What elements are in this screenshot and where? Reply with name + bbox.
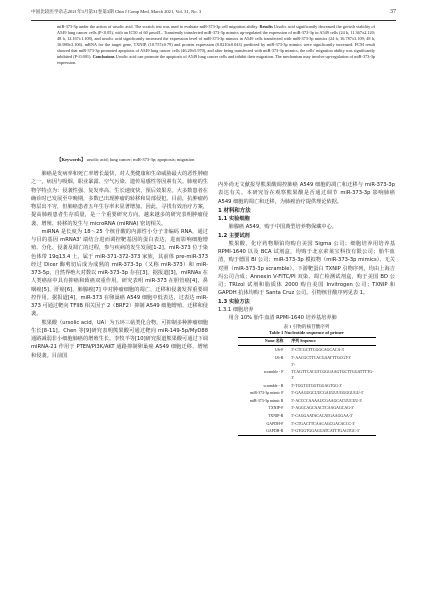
table-caption-en: Table 1 Nucleotide sequence of primer: [269, 330, 344, 336]
header-rule: [31, 20, 396, 21]
results-label: Results: [259, 24, 273, 29]
table-row: [238, 405, 376, 413]
subsection-cells: 1.1 实验细胞: [218, 216, 250, 222]
primer-sequence: 5'-GTGGTGGAGGATCATTTGAGTGC-3': [291, 429, 360, 434]
table-row: [238, 420, 376, 428]
primer-sequence: 5'-GAAGUGCUUCGAUUUUGGGGUGU-3': [291, 391, 364, 396]
table-row: [238, 397, 376, 405]
abstract-methods-tail: miR-373-3p under the action of ursolic acid. The scratch test was used to evaluate miR-373-3p cell migration ability.: [57, 24, 259, 29]
primer-name: GAPDH-F: [266, 421, 284, 426]
subsection-methods: 1.3 实验方法: [218, 298, 250, 305]
conclusions-text: Ursolic acid can promote the apoptosis of A549 lung cancer cells and inhibit their migration. The mechanism may involve up-regulation of miR-373-3p expression.: [57, 54, 376, 66]
table-row: [238, 390, 376, 398]
keywords-text: ursolic acid; lung cancer; miR-373-3p; apoptosis; migration: [86, 157, 195, 162]
primer-name: scramble - F: [263, 369, 284, 374]
primer-table: [238, 337, 376, 436]
primer-sequence: 5'-TGGTGTGGTGGAGTGG-3': [291, 383, 343, 388]
intro-paragraph-3: 熊果酸（ursolic acid，UA）为五环三萜类化合物，可抑制多种肿瘤细胞生长[8-11]。Chen 等[9]研究表明熊果酸可通过靶向 miR-149-5p/MyD88 通路减弱非小细胞肺癌的增殖生长。李牧羊等[10]研究报道熊果酸可通过下调 miRNA-21 作用于 PTEN/PI3K/AKT 通路抑制卵巢癌 A549 细胞迁移、增殖和侵袭。目前国: [31, 319, 208, 359]
primer-name: miR-373-3p mimic R: [249, 398, 284, 403]
primer-sequence: 5'-AACGCTTCACGAATTTGCGT-3': [291, 355, 351, 360]
primer-sequence: 5'-ACCCCAAAAUCGAAGCACUUCUU-3': [291, 398, 363, 403]
table-row: [238, 362, 376, 382]
intro-paragraph-2: miRNA 是长度为 18～25 个核苷酸的内源性小分子非编码 RNA，通过与目的基因 mRNA3' 端结合进而调控靶基因的蛋白表达，进而影响细胞增殖、分化、侵袭及凋亡的过程，参与疾病的发生发展[1-2]。miR-373 位于染色体带 19q13.4 上，属于 miR-371-372-373 家族，其前体 pre-miR-373 经过 Dicer 酶剪切后成为成熟的 miR-373-3p（又称 miR-373）和 miR-373-5p，自然界绝大对数以 miR-373-3p 存在[3]。据报道[3]，miRNAs 在人类癌症中具有抑癌和致癌双重作用。研究表明 miR-373 在胆管癌[4]、鼻咽癌[5]、肝癌[6]、肺腺癌[7] 中对肿瘤细胞的凋亡、迁移和侵袭发挥重要调控作用。据报道[4]，miR-373 在卵巢癌 A549 细胞中低表达，过表达 miR-373 可通过靶向 TFIIB 相关因子 2（BRF2）抑制 A549 细胞增殖、迁移和侵袭。: [31, 228, 208, 318]
journal-citation: 中国比较医学杂志2021年3月第31卷第3期 Chin J Comp Med, March 2021, Vol. 31, No. 3: [31, 9, 202, 14]
intro-paragraph-4: 内外尚无文献报导熊果酸调控肺癌 A549 细胞的凋亡和迁移与 miR-373-3p 表达有关。本研究旨在观察熊果酸是否通过调节 miR-373-3p 影响肺癌 A549 细胞的凋亡和迁移，为肺癌治疗提供理论依据。: [218, 182, 395, 205]
table-header-row: [238, 337, 376, 346]
column-header-name: Name 名称: [264, 339, 284, 344]
column-header-sequence: 序列 Sequence: [291, 339, 316, 344]
primer-sequence: 5'-CTCGCTTCGGCAGCACA-3': [291, 348, 345, 353]
primer-name: U6-R: [274, 355, 284, 360]
primer-name: TXNIP-R: [268, 414, 284, 418]
subsection-reagents: 1.2 主要试剂: [218, 232, 250, 239]
intro-paragraph-1: 肺癌是发病率和死亡率增长最快，对人类健康和生命威胁最大的恶性肿瘤之一，病因与吸烟、职业暴露、空气污染、遗传易感性等因素有关。肺癌的生物学特点为：侵袭性强、复发率高、生长速度快，预后效果差。大多数患者在确诊时已发展至中晚期，多数已出现肿瘤的转移和局部侵犯。目前，抗肿瘤药物层出不穷，但肺癌患者五年生存率未显著增加。因此，寻找有效治疗方案，提高肺癌患者生存质量，是一个重要研究方向。越来越多的研究表明肿瘤侵袭、增殖、转移的发生与 microRNA (miRNA) 密切相关。: [31, 171, 208, 227]
primer-name: TXNIP-F: [268, 406, 284, 411]
reagents-paragraph: 熊果酸、化疗药物顺铂均购自美国 Sigma 公司；细胞培养用培养基 RPMI-1640 以及 BCA 试剂盒，均购于北京索莱宝科技有限公司；胎牛血清，购于德国 BI 公司；miR-373-3p 模拟物（miR-373-3p mimics）、无关对照（miR-373-3p scramble）、下游靶蛋白 TXNIP 引物序列，均由上海吉玛公司合成；Annexin V-FITC/PI 双染、凋亡检测试剂盒，购于美国 BD 公司；TRIzol 试剂和脂质体 2000 购自美国 Invitrogen 公司；TXNIP 和 GAPDH 抗体均购于 Santa Cruz 公司。引物核苷酸序列见表 1。: [218, 240, 395, 297]
english-abstract: [57, 24, 375, 66]
table-row: [238, 412, 376, 420]
section-heading-methods: 1 材料和方法: [218, 207, 251, 214]
culture-paragraph: 用含 10% 胎牛血清 RPMI-1640 培养基培养肺: [228, 315, 337, 321]
primer-sequence: 5'-CAGGAATACACATGAAGGAA-3': [291, 414, 353, 418]
keywords: [57, 157, 375, 163]
primer-name: miR-373-3p mimic F: [250, 391, 284, 396]
keywords-label: 【Keywords】: [57, 157, 86, 162]
table-row: [238, 382, 376, 390]
page-number: 37: [390, 9, 396, 15]
primer-name: U6-F: [275, 348, 284, 353]
primer-name: GAPDH-R: [266, 429, 284, 434]
primer-sequence: 5'-TCAGTTCACGTCGGGAAGTGCTTGGATTTTG-3': [291, 363, 374, 381]
table-row: [238, 354, 376, 362]
table-row: [238, 428, 376, 436]
left-column: [31, 170, 208, 360]
running-header: [31, 9, 396, 19]
primer-name: scramble - R: [263, 383, 284, 388]
subsection-cell-culture: 1.3.1 细胞培养: [218, 306, 254, 313]
conclusions-label: Conclusions: [92, 54, 115, 60]
right-column: [218, 181, 395, 436]
table-row: [238, 346, 376, 354]
primer-sequence: 5'-CTGACTTCAACAGCGACACCC-3': [291, 421, 356, 426]
results-text: Ursolic acid significantly decreased the growth viability of A549 lung cancer cells (P<0.05), with an IC50 of 60 μmol/L. Transiently transfected miR-373-3p mimics up-regulated the expression of miR-373-3p in A549 cells (24 h, 11.367±2.120; 48 h, 12.167±1.108), and ursolic acid significantly increased the expression level of miR-373-3p mimics in A549 cells transfected with miR-373-3p mimics (24 h, 16.787±3.109; 48 h, 16.980±3.106). mRNA for the target gene, TXNIP, (10.757±0.79) and protein expression (0.8210±0.043) predicted by miR-373-3p mimics were significantly increased. FCM result showed that miR-373-3p promoted apoptosis of A549 lung cancer cells (46.20±5.970), and after being transfected with miR-373-3p mimics, the cells' migration ability was significantly inhibited (P<0.001).: [57, 24, 375, 60]
table-caption-cn: 表 1 引物的核苷酸序列: [283, 324, 330, 330]
primer-sequence: 5'-AGGCAGCAACTCAAGAGCAG-3': [291, 406, 354, 411]
cells-paragraph: 肺腺癌 A549，购于中国典型培养物保藏中心。: [228, 224, 337, 231]
